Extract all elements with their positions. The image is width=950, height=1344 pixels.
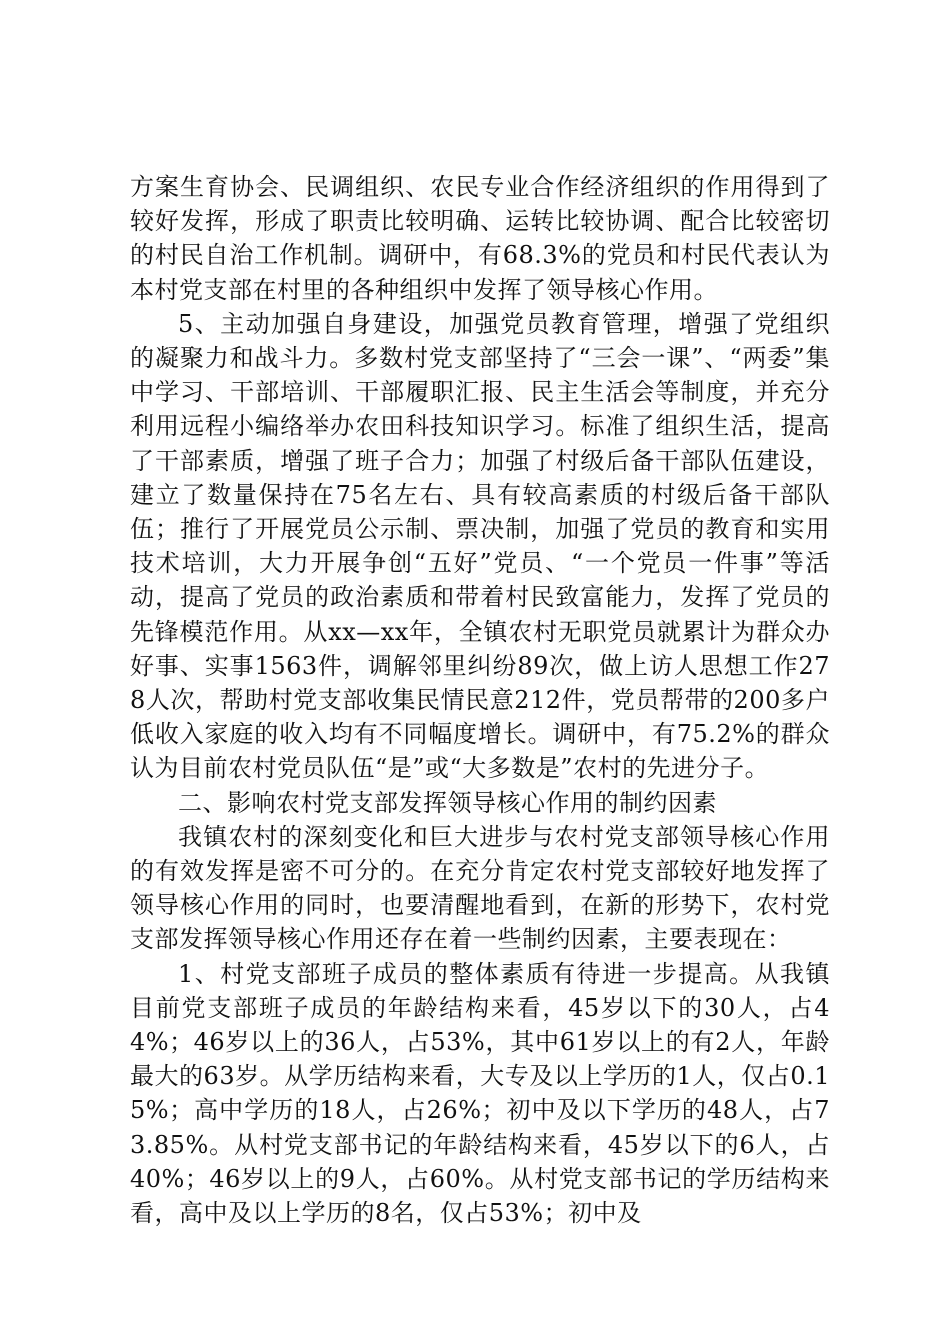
paragraph-item-1: 1、村党支部班子成员的整体素质有待进一步提高。从我镇目前党支部班子成员的年龄结构来看，45岁以下的30人，占44%；46岁以上的36人，占53%，其中61岁以上的有2人，年龄最大的63岁。从学历结构来看，大专及以上学历的1人，仅占0.15%；高中学历的18人，占26%；初中及以下学历的48人，占73.85%。从村党支部书记的年龄结构来看，45岁以下的6人，占40%；46岁以上的9人，占60%。从村党支部书记的学历结构来看，高中及以上学历的8名，仅占53%；初中及 [130,959,830,1228]
paragraph-item-5: 5、主动加强自身建设，加强党员教育管理，增强了党组织的凝聚力和战斗力。多数村党支部坚持了“三会一课”、“两委”集中学习、干部培训、干部履职汇报、民主生活会等制度，并充分利用远程小编络举办农田科技知识学习。标准了组织生活，提高了干部素质，增强了班子合力；加强了村级后备干部队伍建设，建立了数量保持在75名左右、具有较高素质的村级后备干部队伍；推行了开展党员公示制、票决制，加强了党员的教育和实用技术培训，大力开展争创“五好”党员、“一个党员一件事”等活动，提高了党员的政治素质和带着村民致富能力，发挥了党员的先锋模范作用。从xx—xx年，全镇农村无职党员就累计为群众办好事、实事1563件，调解邻里纠纷89次，做上访人思想工作278人次，帮助村党支部收集民情民意212件，党员帮带的200多户低收入家庭的收入均有不同幅度增长。调研中，有75.2%的群众认为目前农村党员队伍“是”或“大多数是”农村的先进分子。 [130,309,830,783]
paragraph-intro: 我镇农村的深刻变化和巨大进步与农村党支部领导核心作用的有效发挥是密不可分的。在充分肯定农村党支部较好地发挥了领导核心作用的同时，也要清醒地看到，在新的形势下，农村党支部发挥领导核心作用还存在着一些制约因素，主要表现在： [130,822,830,954]
section-heading-2: 二、影响农村党支部发挥领导核心作用的制约因素 [178,788,717,817]
document-body [130,170,830,1230]
paragraph-continuation: 方案生育协会、民调组织、农民专业合作经济组织的作用得到了较好发挥，形成了职责比较明确、运转比较协调、配合比较密切的村民自治工作机制。调研中，有68.3%的党员和村民代表认为本村党支部在村里的各种组织中发挥了领导核心作用。 [130,173,830,304]
